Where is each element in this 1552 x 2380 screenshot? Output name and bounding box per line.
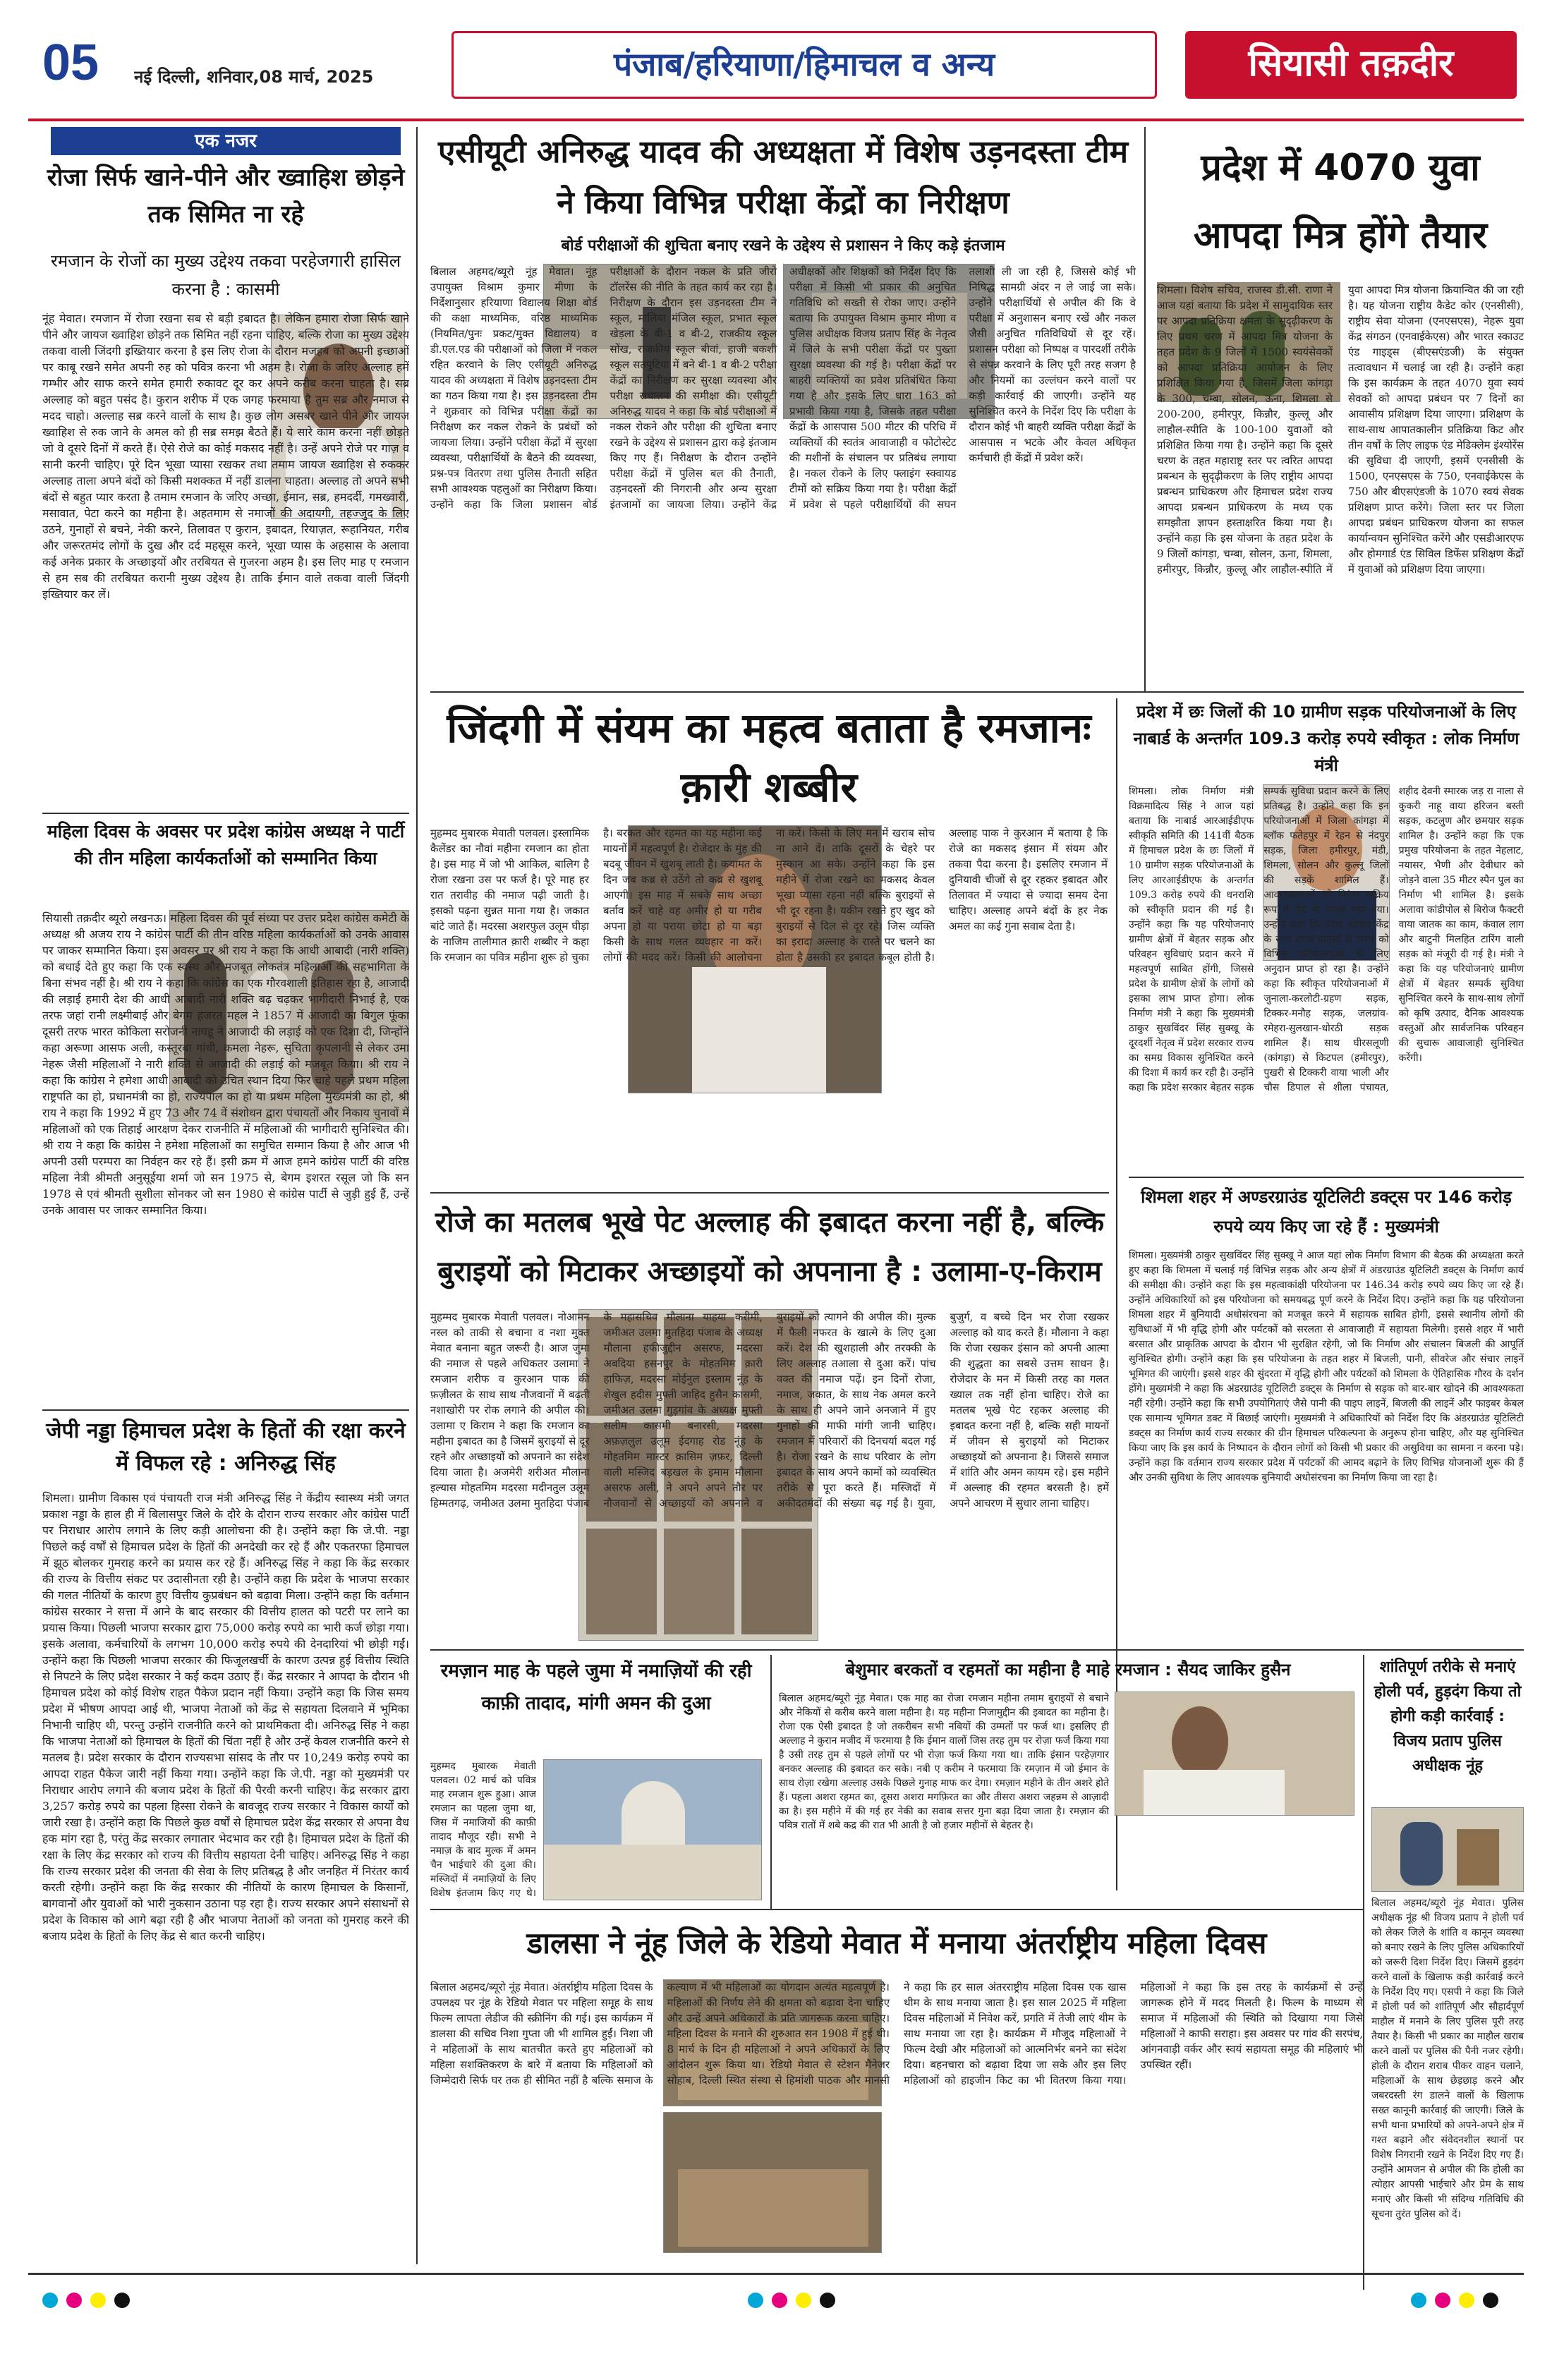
ek-nazar-label	[51, 127, 401, 155]
suchita-body: बिलाल अहमद/ब्यूरो नूंह मेवात। नूंह उपायुक्त विश्राम कुमार मीणा के निर्देशानुसार हरियाणा विद्यालय शिक्षा बोर्ड की कक्षा माध्यमिक, वरिष्ठ माध्यमिक (नियमित/पुनः प्रकट/मुक्त विद्यालय) व डी.एल.एड की परीक्षाओं को जिला में नकल रहित करवाने के लिए एसीयूटी अनिरुद्ध यादव की अध्यक्षता में विशेष उड़नदस्ता टीम का गठन किया गया है। इस उड़नदस्ता टीम ने शुक्रवार को विभिन्न परीक्षा केंद्रों का निरीक्षण कर नकल रोकने के प्रबंधों को जायजा लिया। उन्होंने परीक्षा केंद्रों में सुरक्षा व्यवस्था, परीक्षार्थियों के बैठने की व्यवस्था, प्रश्न-पत्र वितरण तथा पुलिस तैनाती सहित सभी आवश्यक पहलुओं का निरीक्षण किया। उन्होंने कहा कि जिला प्रशासन बोर्ड परीक्षाओं के दौरान नकल के प्रति जीरो टॉलरेंस की नीति के तहत कार्य कर रहा है। निरीक्षण के दौरान इस उड़नदस्ता टीम ने स्कूल, मालिया मंजिल स्कूल, प्रभात स्कूल खेड़ला के बी-1 व बी-2, राजकीय स्कूल सोंख, राजकीय स्कूल बीवां, हाजी बकशी स्कूल सतपुटिया में बने बी-1 व बी-2 परीक्षा केंद्रों का निरीक्षण कर सुरक्षा व्यवस्था और परीक्षा संचालन की समीक्षा की। एसीयूटी अनिरुद्ध यादव ने कहा कि बोर्ड परीक्षाओं में नकल रोकने और परीक्षा की शुचिता बनाए रखने के उद्देश्य से प्रशासन द्वारा कड़े इंतजाम किए गए हैं। निरीक्षण के दौरान उन्होंने परीक्षा केंद्रों में पुलिस बल की तैनाती, उड़नदस्तों की निगरानी और अन्य सुरक्षा इंतजामों का जायजा लिया। उन्होंने केंद्र अधीक्षकों और शिक्षकों को निर्देश दिए कि परीक्षा में किसी भी प्रकार की अनुचित गतिविधि को सख्ती से रोका जाए। उन्होंने बताया कि उपायुक्त विश्राम कुमार मीणा व पुलिस अधीक्षक विजय प्रताप सिंह के नेतृत्व में जिले के सभी परीक्षा केंद्रों पर पुख्ता सुरक्षा व्यवस्था की गई है। परीक्षा केंद्रों पर बाहरी व्यक्तियों का प्रवेश प्रतिबंधित किया गया है और इसके लिए धारा 163 को प्रभावी किया गया है, जिसके तहत परीक्षा केंद्रों के आसपास 500 मीटर की परिधि में व्यक्तियों की स्वतंत्र आवाजाही व फोटोस्टेट की मशीनों के संचालन पर प्रतिबंध लगाया है। नकल रोकने के लिए फ्लाइंग स्क्वायड टीमों को सक्रिय किया गया है। परीक्षा केंद्रों में प्रवेश से पहले परीक्षार्थियों की सघन तलाशी ली जा रही है, जिससे कोई भी निषिद्ध सामग्री अंदर न ले जाई जा सके। उन्होंने परीक्षार्थियों से अपील की कि वे परीक्षा में अनुशासन बनाए रखें और नकल जैसी अनुचित गतिविधियों से दूर रहें। प्रशासन परीक्षा को निष्पक्ष व पारदर्शी तरीके से संपन्न करवाने के लिए पूरी तरह सजग है और नियमों का उल्लंघन करने वालों पर कड़ी कार्रवाई की जाएगी। उन्होंने यह सुनिश्चित करने के निर्देश दिए कि परीक्षा के दौरान कोई भी बाहरी व्यक्ति परीक्षा केंद्रों के आसपास न भटके और केवल अधिकृत कर्मचारी ही केंद्रों में प्रवेश करें।	[430, 265, 1136, 511]
reg-mark-black	[1483, 2293, 1498, 2308]
header-rule	[28, 119, 1524, 121]
holi-headline: शांतिपूर्ण तरीके से मनाएं होली पर्व, हुड़दंग किया तो होगी कड़ी कार्रवाई : विजय प्रताप पुलिस अधीक्षक नूंह	[1374, 1658, 1522, 1775]
holi-rule	[1363, 1655, 1364, 2290]
nadda-headline: जेपी नड्डा हिमाचल प्रदेश के हितों की रक्षा करने में विफल रहे : अनिरुद्ध सिंह	[46, 1419, 406, 1476]
aapda-headline: प्रदेश में 4070 युवा आपदा मित्र होंगे तैयार	[1193, 147, 1488, 257]
reg-mark-cyan	[42, 2293, 58, 2308]
shimla-body: शिमला। मुख्यमंत्री ठाकुर सुखविंदर सिंह सुक्खू ने आज यहां लोक निर्माण विभाग की बैठक की अध्यक्षता करते हुए कहा कि शिमला में चलाई गई विभिन्न सड़क और अन्य क्षेत्रों में अंडरग्राउंड यूटिलिटी डक्ट्स के निर्माण कार्य की समीक्षा की। उन्होंने कहा कि इस महत्वाकांक्षी परियोजना पर 146.34 करोड़ रुपये व्यय किए जा रहे हैं। उन्होंने अधिकारियों को इस परियोजना को समयबद्ध पूर्ण करने के निर्देश दिए। उन्होंने कहा कि यह परियोजना शिमला शहर में बुनियादी अधोसंरचना को मजबूत करने में सहायक साबित होगी, इससे स्थानीय लोगों की सुविधाओं में भी वृद्धि होगी और पर्यटकों को सरलता से आवाजाही में सहायता मिलेगी। इससे शहर में भारी बरसात और प्राकृतिक आपदा के दौरान भी सुरक्षित रहेगी, जो कि निर्माण और संचालन बिजली की आपूर्ति सुनिश्चित होगी। उन्होंने कहा कि इस परियोजना के तहत शहर में बिजली, पानी, सीवरेज और संचार लाइनें भूमिगत की जाएंगी। इससे शहर की सुंदरता में वृद्धि होगी और पर्यटकों को शिमला के ऐतिहासिक गौरव के दर्शन होंगे। मुख्यमंत्री ने कहा कि अंडरग्राउंड यूटिलिटी डक्ट्स के निर्माण से सड़क को बार-बार खोदने की आवश्यकता नहीं रहेगी। उन्होंने कहा कि सभी उपयोगिताएं जैसे पानी की पाइप लाइनें, बिजली की लाइनें और फाइबर केबल एक सामान्य भूमिगत डक्ट में बिछाई जाएंगी। मुख्यमंत्री ने अधिकारियों को निर्देश दिए कि अंडरग्राउंड यूटिलिटी डक्ट्स का निर्माण कार्य राज्य सरकार की ग्रीन हिमाचल परिकल्पना के अनुरूप होना चाहिए, और यह सुनिश्चित किया जाए कि इस कार्य के निष्पादन के दौरान लोगों को किसी भी प्रकार की असुविधा का सामना न करना पड़े। उन्होंने कहा कि वर्तमान राज्य सरकार प्रदेश में पर्यटकों की आमद बढ़ाने के लिए विभिन्न योजनाओं शुरू की हैं और उनकी सुविधा के लिए आवश्यक बुनियादी अधोसंरचना का निर्माण किया जा रहा है।	[1129, 1250, 1524, 1483]
juma-headline: रमज़ान माह के पहले जुमा में नमाज़ियों की रही काफ़ी तादाद, मांगी अमन की दुआ	[440, 1660, 752, 1714]
ramzan-headline: जिंदगी में संयम का महत्व बताता है रमजानः क़ारी शब्बीर	[447, 704, 1091, 811]
suchita-headline: एसीयूटी अनिरुद्ध यादव की अध्यक्षता में विशेष उड़नदस्ता टीम ने किया विभिन्न परीक्षा केंद्रों का निरीक्षण	[437, 134, 1129, 221]
reg-mark-yellow	[796, 2293, 811, 2308]
reg-mark-cyan	[748, 2293, 763, 2308]
ramzan-body: मुहम्मद मुबारक मेवाती पलवल। इस्लामिक कैलेंडर का नौवां महीना रमजान का होता है। इस माह में जो भी आकिल, बालिग है रोजा रखना उस पर फर्ज है। पूरे माह हर रात तरावीह की नमाज पढ़ी जाती है। इसको पढ़ना सुन्नत माना गया है। जकात बांटे जाते हैं। मदरसा अशरफुल उलूम घीड़ा के नाजिम तालीमात क़ारी शब्बीर ने कहा कि रमजान का पवित्र महीना शुरू हो चुका है। बरकत और रहमत का यह महीना कई मायनों में महत्वपूर्ण है। रोजेदार के मुंह की बदबू जीवन में खुशबू लाती है। कयामत के दिन जब कब्र से उठेंगे तो कब्र से खुशबू आएगी। इस माह में सबके साथ अच्छा बर्ताव करें चाहे वह अमीर हो या गरीब अपना हो या पराया छोटा हो या बड़ा किसी के साथ गलत व्यवहार ना करें। लोगों की मदद करें। किसी की आलोचना ना करें। किसी के लिए मन में खराब सोच ना आने दें। ताकि दूसरों के चेहरे पर मुस्कान आ सके। उन्होंने कहा कि इस महीने में रोजा रखने का मकसद केवल भूखा प्यासा रहना नहीं बल्कि बुराइयों से भी दूर रहना है। यकीन रखते हुए खुद को बुराइयों से दिल से दूर रहे। जिस व्यक्ति का इरादा अल्लाह के रास्ते पर चलने का होता है उसकी हर इबादत कबूल होती है। अल्लाह पाक ने कुरआन में बताया है कि रोजे का मकसद इंसान में संयम और तकवा पैदा करना है। इसलिए रमजान में दुनियावी चीजों से दूर रहकर इबादत और तिलावत में ज्यादा से ज्यादा समय देना चाहिए। अल्लाह अपने बंदों के हर नेक अमल का कई गुना सवाब देता है।	[430, 827, 1108, 964]
section-banner	[451, 31, 1157, 99]
ek-nazar-label-text: एक नजर	[195, 130, 257, 152]
reg-mark-magenta	[66, 2293, 82, 2308]
section-banner-title: पंजाब/हरियाणा/हिमाचल व अन्य	[613, 45, 995, 83]
juma-body: मुहम्मद मुबारक मेवाती पलवल। 02 मार्च को पवित्र माह रमजान शुरू हुआ। आज रमजान का पहला जुमा था, जिस में नमाजियों की काफ़ी तादाद मौजूद रही। सभी ने नमाज़ के बाद मुल्क में अमन चैन भाईचारे की दुआ की। मस्जिदों में नमाज़ियों के लिए विशेष इंतजाम किए गए थे।	[430, 1761, 536, 1899]
zakir-hussain-photo	[1115, 1692, 1354, 1816]
left-col-rule	[416, 127, 418, 2264]
page-header	[28, 28, 1524, 113]
mid-divider-3	[430, 1909, 1363, 1910]
header-dateline: नई दिल्ली, शनिवार,08 मार्च, 2025	[134, 67, 374, 87]
mid-divider-1	[430, 1192, 1109, 1194]
left-divider-1	[42, 813, 409, 814]
radio-body: बिलाल अहमद/ब्यूरो नूंह मेवात। अंतर्राष्ट्रीय महिला दिवस के उपलक्ष्य पर नूंह के रेडियो मेवात पर महिला समूह के साथ फिल्म लापता लेडीज की स्क्रीनिंग की गई। इस कार्यक्रम में डालसा की सचिव निशा गुप्ता जी भी शामिल हुईं। निशा जी ने महिलाओं के साथ बातचीत करते हुए महिलाओं को महिला सशक्तिकरण के बारे में बताया कि महिलाओं को जिम्मेदारी सिर्फ घर तक ही सीमित नहीं है बल्कि समाज के कल्याण में भी महिलाओं का योगदान अत्यंत महत्वपूर्ण है। महिलाओं की निर्णय लेने की क्षमता को बढ़ावा देना चाहिए और उन्हें अपने अधिकारों के प्रति जागरूक करना चाहिए। महिला दिवस के मनाने की शुरुआत सन 1908 में हुई थी। 8 मार्च के दिन ही महिलाओं ने अपने अधिकारों के लिए आंदोलन शुरू किया था। रेडियो मेवात से स्टेशन मैनेजर सोहाब, दिल्ली स्थित संस्था से हिमांशी पाठक और मानसी ने कहा कि हर साल अंतरराष्ट्रीय महिला दिवस एक खास थीम के साथ मनाया जाता है। इस साल 2025 में महिला दिवस महिलाओं में निवेश करें, प्रगति में तेजी लाएं थीम के साथ मनाया जा रहा है। कार्यक्रम में मौजूद महिलाओं ने फिल्म देखी और महिलाओं को आत्मनिर्भर बनने का संदेश दिया। बहनचारा को बढ़ावा दिया जा सके और इस लिए महिलाओं को हाइजीन किट का भी वितरण किया गया। महिलाओं ने कहा कि इस तरह के कार्यक्रमों से उन्हें जागरूक होने में मदद मिलती है। फिल्म के माध्यम से समाज में महिलाओं की स्थिति को दिखाया गया जिसे महिलाओं ने काफी सराहा। इस अवसर पर गांव की सरपंच, आंगनवाड़ी वर्कर और स्वयं सहायता समूह की महिलाएं भी उपस्थित रहीं।	[430, 1981, 1363, 2087]
ek-nazar-headline: रोजा सिर्फ खाने-पीने और ख्वाहिश छोड़ने तक सिमित ना रहे	[47, 164, 405, 229]
barkat-body: बिलाल अहमद/ब्यूरो नूंह मेवात। एक माह का रोजा रमजान महीना तमाम बुराइयों से बचाने और नेकियों से करीब करने वाला महीना है। यह महीना निजामुद्दीन की इबादत का महीना है। रोजा एक ऐसी इबादत है जो तकरीबन सभी नबियों की उम्मतों पर फर्ज था। इसलिए ही अल्लाह ने कुरान मजीद में फरमाया है कि ईमान वालों जिस तरह तुम पर रोज़ा फर्ज किया गया है उसी तरह तुम से पहले लोगों पर भी रोज़ा फर्ज किया गया था। ताकि इंसान परहेज़गार बनकर अल्लाह की इबादत कर सके। नबी ए करीम ने फरमाया कि रमज़ान में जो ईमान के साथ रोज़ा रखेगा अल्लाह उसके पिछले गुनाह माफ कर देगा। रमज़ान महीने के तीन अशरे होते हैं। पहला अशरा रहमत का, दूसरा अशरा मगफ़िरत का और तीसरा अशरा जहन्नम से आज़ादी का है। इस महीने में की गई हर नेकी का सवाब सत्तर गुना बढ़ा दिया जाता है। रमज़ान की पवित्र रातों में शबे कद्र की रात भी आती है जो हजार महीनों से बेहतर है।	[779, 1693, 1109, 1831]
sp-photo	[1371, 1807, 1524, 1892]
nabard-body: शिमला। लोक निर्माण मंत्री विक्रमादित्य सिंह ने आज यहां बताया कि नाबार्ड आरआईडीएफ स्वीकृति समिति की 141वीं बैठक में हिमाचल प्रदेश के छः जिलों में 10 ग्रामीण सड़क परियोजनाओं के लिए आरआईडीएफ के अन्तर्गत 109.3 करोड़ रुपये की धनराशि को स्वीकृति प्रदान की गई है। उन्होंने कहा कि यह परियोजनाएं ग्रामीण क्षेत्रों में बेहतर सड़क और परिवहन सुविधाएं प्रदान करने में महत्वपूर्ण साबित होंगी, जिससे प्रदेश के ग्रामीण क्षेत्रों के लोगों को इसका लाभ प्राप्त होगा। लोक निर्माण मंत्री ने कहा कि मुख्यमंत्री ठाकुर सुखविंदर सिंह सुक्खू के दूरदर्शी नेतृत्व में प्रदेश सरकार राज्य का समग्र विकास सुनिश्चित करने की दिशा में कार्य कर रही है। उन्होंने कहा कि प्रदेश सरकार बेहतर सड़क सम्पर्क सुविधा प्रदान करने के लिए प्रतिबद्ध है। उन्होंने कहा कि इन परियोजनाओं में जिला कांगड़ा में ब्लॉक फतेहपुर में रेहन से नंदपुर सड़क, जिला हमीरपुर, मंडी, शिमला, सोलन और कुल्लू जिलों की सड़कें शामिल हैं। आवश्यकताओं को निरंतर सक्रिय रूप से केंद्र के समक्ष रखा गया। उन्होंने कहा कि प्रदेश सरकार केंद्र के साथ सतत प्रयासों से राज्य को विभिन्न परियोजनाओं के लिए अनुदान प्राप्त हो रहा है। उन्होंने कहा कि स्वीकृत परियोजनाओं में जुनाला-करलोटी-ग्रहण सड़क, टिक्कर-मनौह सड़क, जलग्रांव-रमेहरा-सुलखान-धोरठी सड़क शामिल हैं। साथ घीरसलूणी (कांगड़ा) से किटपल (हमीरपुर), पुखरी से टिक्करी वाया भाली और चौस डिपाल से शीला पंचायत, शहीद देवनी स्मारक जड़ रा नाला से कुकरी नाहू वाया हरिजन बस्ती सड़क, कटलुण और छमयार सड़क शामिल है। उन्होंने कहा कि एक प्रमुख परियोजना के तहत नेहलाट, नयासर, भैणी और देवीधार को जोड़ने वाला 35 मीटर स्पैन पुल का निर्माण भी शामिल है। इसके अलावा कांडीपोल से बिरोज फैक्टरी वाया जातक का काम, कंवाल लाग और बाटुनी मिलहित टारिंग वाली सड़क को मंजूरी दी गई है। मंत्री ने कहा कि यह परियोजनाएं ग्रामीण क्षेत्रों में बेहतर सम्पर्क सुविधा सुनिश्चित करने के साथ-साथ लोगों को कृषि उत्पाद, दैनिक आवश्यक वस्तुओं और सार्वजनिक परिवहन की सुचारू आवाजाही सुनिश्चित करेंगी।	[1129, 786, 1524, 1093]
ulama-headline: रोजे का मतलब भूखे पेट अल्लाह की इबादत करना नहीं है, बल्कि बुराइयों को मिटाकर अच्छाइयों को अपनाना है : उलामा-ए-किराम	[435, 1206, 1105, 1288]
juma-rule	[770, 1655, 772, 1909]
brand-banner	[1185, 31, 1517, 99]
reg-mark-yellow	[1459, 2293, 1474, 2308]
top-band-rule	[430, 691, 1524, 693]
nadda-body: शिमला। ग्रामीण विकास एवं पंचायती राज मंत्री अनिरुद्ध सिंह ने केंद्रीय स्वास्थ्य मंत्री जगत प्रकाश नड्डा के हाल ही में बिलासपुर जिले के दौरे के दौरान राज्य सरकार और कांग्रेस पार्टी पर निराधार आरोप लगाने के लिए कड़ी आलोचना की है। उन्होंने कहा कि जे.पी. नड्डा पिछले कई वर्षों से हिमाचल प्रदेश के हितों की अनदेखी कर रहे हैं और एकतरफा हिमाचल में झूठ बोलकर गुमराह करने का प्रयास कर रहे हैं। अनिरुद्ध सिंह ने कहा कि केंद्र सरकार की राज्य के वित्तीय संकट पर उदासीनता रही है। उन्होंने कहा कि प्रदेश के भाजपा सरकार की गलत नीतियों के कारण हुए वित्तीय कुप्रबंधन को बढ़ावा मिला। उन्होंने कहा कि वर्तमान कांग्रेस सरकार ने सत्ता में आने के बाद सरकार की वित्तीय हालत को पटरी पर लाने का प्रयास किया। पिछली भाजपा सरकार द्वारा 75,000 करोड़ रुपये का भारी कर्ज छोड़ा गया। इसके अलावा, कर्मचारियों के लगभग 10,000 करोड़ रुपये की देनदारियां भी छोड़ी गईं। उन्होंने कहा कि पिछली भाजपा सरकार की फिजूलखर्ची के कारण उत्पन्न हुई वित्तीय स्थिति से निपटने के लिए प्रदेश सरकार ने कई कदम उठाए हैं। केंद्र सरकार ने आपदा के दौरान भी हिमाचल प्रदेश को कोई विशेष राहत पैकेज प्रदान नहीं किया। उन्होंने कहा कि जिस समय प्रदेश में भीषण आपदा आई थी, भाजपा नेताओं को केंद्र से सहायता दिलवाने में भूमिका निभानी चाहिए थी, परन्तु उन्होंने राजनीति करने को प्राथमिकता दी। अनिरुद्ध सिंह ने कहा कि भाजपा नेताओं को हिमाचल के हितों की चिंता नहीं है और उन्हें केवल राजनीति करने से मतलब है। प्रदेश सरकार के दौरान राज्यसभा सांसद के तौर पर 10,249 करोड़ रुपये का आपदा राहत पैकेज जारी नहीं किया गया। उन्होंने कहा कि जे.पी. नड्डा को मुख्यमंत्री पर निराधार आरोप लगाने की बजाय प्रदेश के हितों की पैरवी करनी चाहिए। केंद्र सरकार द्वारा 3,257 करोड़ रुपये का पहला हिस्सा रोकने के बावजूद राज्य सरकार ने विकास कार्यों को जारी रखा है। उन्होंने कहा कि पिछले कुछ वर्षों से हिमाचल प्रदेश केंद्र सरकार से अपना वैध हक मांग रहा है, परंतु केंद्र सरकार लगातार भेदभाव कर रही है। हिमाचल प्रदेश के हितों की रक्षा के लिए केंद्र सरकार को राज्य की वित्तीय सहायता देनी चाहिए। अनिरुद्ध सिंह ने कहा कि राज्य सरकार प्रदेश की जनता की सेवा के लिए प्रतिबद्ध है और जनहित में निरंतर कार्य करती रहेगी। उन्होंने कहा कि केंद्र सरकार की नीतियों के कारण हिमाचल के किसानों, बागवानों और युवाओं को भारी नुकसान उठाना पड़ रहा है। राज्य सरकार अपने संसाधनों से प्रदेश के विकास को आगे बढ़ा रही है और भाजपा नेताओं को जनता को गुमराह करने की बजाय प्रदेश के हितों के लिए केंद्र से बात करनी चाहिए।	[42, 1491, 409, 1943]
reg-mark-magenta	[772, 2293, 787, 2308]
reg-mark-black	[820, 2293, 835, 2308]
reg-mark-yellow	[90, 2293, 106, 2308]
reg-mark-black	[114, 2293, 130, 2308]
nabard-headline: प्रदेश में छः जिलों की 10 ग्रामीण सड़क परियोजनाओं के लिए नाबार्ड के अन्तर्गत 109.3 करोड़ रुपये स्वीकृत : लोक निर्माण मंत्री	[1133, 702, 1520, 775]
barkat-headline: बेशुमार बरकतों व रहमतों का महीना है माहे रमजान : सैयद जाकिर हुसैन	[845, 1660, 1291, 1680]
left-divider-2	[42, 1409, 409, 1411]
ek-nazar-subhead: रमजान के रोजों का मुख्य उद्देश्य तकवा परहेजगारी हासिल करना है : कासमी	[51, 251, 401, 299]
reg-mark-magenta	[1435, 2293, 1450, 2308]
mid-right-rule-top	[1144, 127, 1146, 691]
reg-mark-cyan	[1411, 2293, 1426, 2308]
shimla-headline: शिमला शहर में अण्डरग्राउंड यूटिलिटी डक्ट्स पर 146 करोड़ रुपये व्यय किए जा रहे हैं : मुख्यमंत्री	[1141, 1187, 1512, 1237]
mid-divider-2	[430, 1649, 1524, 1651]
registration-strip	[42, 2283, 1510, 2325]
footer-rule	[28, 2273, 1524, 2275]
ek-nazar-body: नूंह मेवात। रमजान में रोजा रखना सब से बड़ी इबादत है। लेकिन हमारा रोजा सिर्फ खाने पीने और जायज ख्वाहिश छोड़ने तक सिमित नहीं रहना चाहिए, बल्कि रोजा का मुख्य उद्देश्य तकवा वाली जिंदगी इख्तियार करना है इस लिए रोजा के दौरान मजहब को अपनी इच्छाओं पर काबू रखने समेत अपनी रुह को पवित्र करना भी अहम है। रोजा के जरिए अल्लाह हमें गम्भीर और साफ करने समेत हमारी रुकावट दूर कर अपने करीब करना चाहता है। सब्र अल्लाह को बहुत पसंद है। कुरान शरीफ में एक जगह फरमाया है तुम सब्र और नमाज से मदद चाहो। अल्लाह सब्र करने वालों के साथ है। कुछ लोग असबर खाने पीने और जायज ख्वाहिश से रुक जाने के अमल को ही सब्र समझ बैठते हैं। ये सारे काम करना नहीं छोड़ते जो वे दूसरे दिनों में करते हैं। ऐसे रोजे का कोई मकसद नहीं है। उन्हें अपने रोजे पर गाज़ व सानी करनी चाहिए। पूरे दिन भूखा प्यासा रखकर तथा तमाम जायज ख्वाहिश से रुककर अल्लाह ताला अपने बंदों को किसी मशक्कत में नहीं डालना चाहता। अल्लाह तो अपने सभी बंदों से बहुत प्यार करता है तमाम रमजान के जरिए अच्छा, ईमान, सब्र, हमदर्दी, गमख्वारी, मसावात, पेटा करने का महीना है। अहतमाम से नमाजों की अदायगी, तहज्जुद के लिए उठने, गुनाहों से बचने, नेकी करने, तिलावत ए कुरान, इबादत, रियाज़त, रूहानियत, गरीब और जरूरतमंद लोगों के दुख और दर्द महसूस करने, भूखा प्यास के अहसास के अलावा कई अनेक प्रकार के अच्छाइयों और तरबियत से गुजरना अहम है। इस लिए माह ए रमजान से हम सब की तरबियत करानी मुख्य उद्देश्य है। ताकि ईमान वाले तकवा वाली जिंदगी इख्तियार कर लें।	[42, 312, 409, 601]
holi-body: बिलाल अहमद/ब्यूरो नूंह मेवात। पुलिस अधीक्षक नूंह श्री विजय प्रताप ने होली पर्व को लेकर जिले के शांति व कानून व्यवस्था को बनाए रखने के लिए पुलिस अधिकारियों को जरूरी दिशा निर्देश दिए। जिसमें हुड़दंग करने वालों के खिलाफ कड़ी कार्रवाई करने के निर्देश दिए गए। एसपी ने कहा कि जिले में होली पर्व को शांतिपूर्ण और सौहार्दपूर्ण माहौल में मनाने के लिए पुलिस पूरी तरह तैयार है। किसी भी प्रकार का माहौल खराब करने वालों पर पुलिस की पैनी नजर रहेगी। होली के दौरान शराब पीकर वाहन चलाने, महिलाओं के साथ छेड़छाड़ करने और जबरदस्ती रंग डालने वालों के खिलाफ सख्त कानूनी कार्रवाई की जाएगी। जिले के सभी थाना प्रभारियों को अपने-अपने क्षेत्र में गश्त बढ़ाने और संवेदनशील स्थानों पर विशेष निगरानी रखने के निर्देश दिए गए हैं। उन्होंने आमजन से अपील की कि होली का त्योहार आपसी भाईचारे और प्रेम के साथ मनाएं और किसी भी संदिग्ध गतिविधि की सूचना तुरंत पुलिस को दें।	[1371, 1898, 1524, 2220]
aapda-body: शिमला। विशेष सचिव, राजस्व डी.सी. राणा ने आज यहां बताया कि प्रदेश में सामुदायिक स्तर पर आपदा प्रतिक्रिया क्षमता के सुदृढ़ीकरण के लिए प्रथम चरण में आपदा मित्र योजना के तहत प्रदेश के 9 जिलों में 1500 स्वयंसेवकों को आपदा प्रतिक्रिया आयोजन के लिए प्रशिक्षित किया गया है, जिसमें जिला कांगड़ा के 300, चम्बा, सोलन, ऊना, शिमला से 200-200, हमीरपुर, किन्नौर, कुल्लू और लाहौल-स्पीति के 100-100 युवाओं को प्रशिक्षित किया गया है। उन्होंने कहा कि दूसरे चरण के तहत महाराष्ट्र स्तर पर त्वरित आपदा प्रबन्धन के सुदृढ़ीकरण के लिए राष्ट्रीय आपदा प्रबन्धन प्राधिकरण और हिमाचल प्रदेश राज्य आपदा प्रबन्धन प्राधिकरण के मध्य एक समझौता ज्ञापन हस्ताक्षरित किया गया है। उन्होंने कहा कि इस योजना के तहत प्रदेश के 9 जिलों कांगड़ा, चम्बा, सोलन, ऊना, शिमला, हमीरपुर, किन्नौर, कुल्लू और लाहौल-स्पीति में युवा आपदा मित्र योजना क्रियान्वित की जा रही है। यह योजना राष्ट्रीय कैडेट कोर (एनसीसी), राष्ट्रीय सेवा योजना (एनएसएस), नेहरू युवा केंद्र संगठन (एनवाईकेएस) और भारत स्काउट एंड गाइड्स (बीएसएंडजी) के संयुक्त तत्वावधान में चलाई जा रही है। उन्होंने कहा कि इस कार्यक्रम के तहत 4070 युवा स्वयं सेवकों को आपदा प्रबंधन पर 7 दिनों का आवासीय प्रशिक्षण दिया जाएगा। प्रशिक्षण के साथ-साथ आपातकालीन प्रतिक्रिया किट और तीन वर्षों के लिए लाइफ एंड मेडिक्लेम इंश्योरेंस की सुविधा दी जाएगी, इसमें एनसीसी के 1500, एनएसएस के 750, एनवाईकेएस के 750 और बीएसएंडजी के 1070 स्वयं सेवक प्रशिक्षण प्राप्त करेंगे। जिला स्तर पर जिला आपदा प्रबंधन प्राधिकरण योजना का सफल कार्यान्वयन सुनिश्चित करेंगे और एसडीआरएफ और होमगार्ड एंड सिविल डिफेंस प्रशिक्षण केंद्रों में युवाओं को प्रशिक्षण दिया जाएगा।	[1157, 284, 1524, 576]
ulama-body: मुहम्मद मुबारक मेवाती पलवल। नोआमन नस्ल को ताकी से बचाना व नशा मुक्त मेवात बनाना बहुत जरूरी है। आज जुमा की नमाज से पहले अधिकतर उलामा ने रमजान शरीफ व कुरआन पाक की फ़ज़ीलत के साथ साथ नौजवानों में बढ़ती नशाखोरी पर रोक लगाने की अपील की। उलामा ए किराम ने कहा कि रमजान का महीना इबादत का है जिसमें बुराइयों से दूर रहने और अच्छाइयों को अपनाने का संदेश दिया जाता है। अजमेरी शरीअत मौलाना इल्यास मोहतमिम मदरसा मदीनतुल उलूम हिम्मतगढ़, जमीअत उलमा मुतहिदा पंजाब के महासचिव मौलाना याहया करीमी, जमीअत उलमा मुतहिदा पंजाब के अध्यक्ष मौलाना हफीजुद्दीन असरफ, मदरसा अबदिया हसनपुर के मोहतमिम क़ारी हाफिज़, मदरसा मोईनुल इस्लाम नूंह के शेखुल हदीस मुफ्ती जाहिद हुसैन कासमी, जमीअत उलमा गुड़गांव के अध्यक्ष मुफ्ती सलीम कासमी बनारसी, मदरसा अफ़ज़लुल उलूम ईदगाह रोड नूंह के मोहतमिम मास्टर क़ासिम ज़फ़र, दिल्ली वाली मस्जिद बड़खल के इमाम मौलाना असरफ अली, ने अपने अपने तौर पर नौजवानों से अच्छाइयों को अपनाने व बुराइयों को त्यागने की अपील की। मुल्क में फैली नफरत के खात्मे के लिए दुआ करें। देश की खुशहाली और तरक्की के लिए अल्लाह तआला से दुआ करें। पांच वक्त की नमाज पढ़ें। इन दिनों रोजा, नमाज, जकात, के साथ नेक अमल करने के साथ ही अपने जाने अनजाने में हुए गुनाहों की माफी मांगी जानी चाहिए। रमजान में परिवारों की दिनचर्या बदल गई है। रोजा रखने के साथ परिवार के लोग इबादत के साथ अपने कामों को व्यवस्थित तरीके से पूरा करते हैं। मस्जिदों में अकीदतमंदों की संख्या बढ़ गई है। युवा, बुजुर्ग, व बच्चे दिन भर रोजा रखकर अल्लाह को याद करते हैं। मौलाना ने कहा कि रोजा रखकर इंसान को अपनी आत्मा की शुद्धता का सबसे उत्तम साधन है। रोजेदार के मन में किसी तरह का गलत ख्याल तक नहीं होना चाहिए। रोजे का मतलब भूखे पेट रहकर अल्लाह की इबादत करना नहीं है, बल्कि सही मायनों में जीवन से बुराइयों को मिटाकर अच्छाइयों को अपनाना है। जिससे समाज में शांति और अमन कायम रहे। इस महीने में अल्लाह की रहमत बरसती है। हमें अपने आचरण में सुधार लाना चाहिए।	[430, 1311, 1109, 1510]
mahila-congress-headline: महिला दिवस के अवसर पर प्रदेश कांग्रेस अध्यक्ष ने पार्टी की तीन महिला कार्यकर्ताओं को सम्मानित किया	[47, 821, 405, 868]
juma-mosque-photo	[543, 1759, 762, 1900]
suchita-deck: बोर्ड परीक्षाओं की शुचिता बनाए रखने के उद्देश्य से प्रशासन ने किए कड़े इंतजाम	[561, 237, 1005, 255]
brand-title: सियासी तक़दीर	[1248, 42, 1454, 85]
radio-headline: डालसा ने नूंह जिले के रेडियो मेवात में मनाया अंतर्राष्ट्रीय महिला दिवस	[526, 1926, 1267, 1960]
page-number: 05	[42, 35, 99, 91]
right-divider-1	[1129, 1177, 1524, 1178]
mahila-congress-body: सियासी तक़दीर ब्यूरो लखनऊ। महिला दिवस की पूर्व संध्या पर उत्तर प्रदेश कांग्रेस कमेटी के अध्यक्ष श्री अजय राय ने कांग्रेस पार्टी की तीन वरिष्ठ महिला कार्यकर्ताओं को उनके आवास पर जाकर सम्मानित किया। इस अवसर पर श्री राय ने कहा कि आधी आबादी (नारी शक्ति) को बधाई देते हुए कहा कि एक स्वस्थ और मजबूत लोकतंत्र महिलाओं की सहभागिता के बिना संभव नहीं है। श्री राय ने कहा कि कांग्रेस का एक गौरवशाली इतिहास रहा है, आजादी की लड़ाई हमारी देश की आधी आबादी नारी शक्ति बढ़ चढ़कर भागीदारी निभाई है, एक तरफ जहां रानी लक्ष्मीबाई और बेगम हजरत महल ने 1857 में आजादी का बिगुल फूंका दूसरी तरफ भारत कोकिला सरोजनी नायडू ने आजादी की लड़ाई को एक दिशा दी, जिन्होंने कहा अरूणा आसफ अली, कस्तूरबा गांधी, कमला नेहरू, सुचिता कृपलानी से लेकर उमा नेहरू जैसी महिलाओं ने नारी शक्ति से आजादी की लड़ाई को मजबूत किया। श्री राय ने कहा कि कांग्रेस ने हमेशा आधी आबादी को उचित स्थान दिया फिर चाहे पहले प्रथम महिला राष्ट्रपति का हो, प्रधानमंत्री का हो, राज्यपाल का हो या प्रथम महिला मुख्यमंत्री का हो, श्री राय ने कहा कि 1992 में हुए 73 और 74 वें संशोधन द्वारा पंचायतों और निकाय चुनावों में महिलाओं को एक तिहाई आरक्षण देकर राजनीति में महिलाओं की भागीदारी सुनिश्चित की। श्री राय ने कहा कि कांग्रेस ने हमेशा महिलाओं का समुचित सम्मान किया है और आज भी अपनी उसी परम्परा का निर्वहन कर रहे हैं। इसी क्रम में आज हमने कांग्रेस पार्टी की वरिष्ठ महिला नेत्री श्रीमती अनुसूईया शर्मा जो सन 1975 से, बेगम इशरत रसूल जो कि सन 1978 से एवं श्रीमती सुशीला सोनकर जो सन 1980 से कांग्रेस पार्टी से जुड़ी हुई हैं, उन्हें उनके आवास पर जाकर सम्मानित किया।	[42, 911, 409, 1217]
